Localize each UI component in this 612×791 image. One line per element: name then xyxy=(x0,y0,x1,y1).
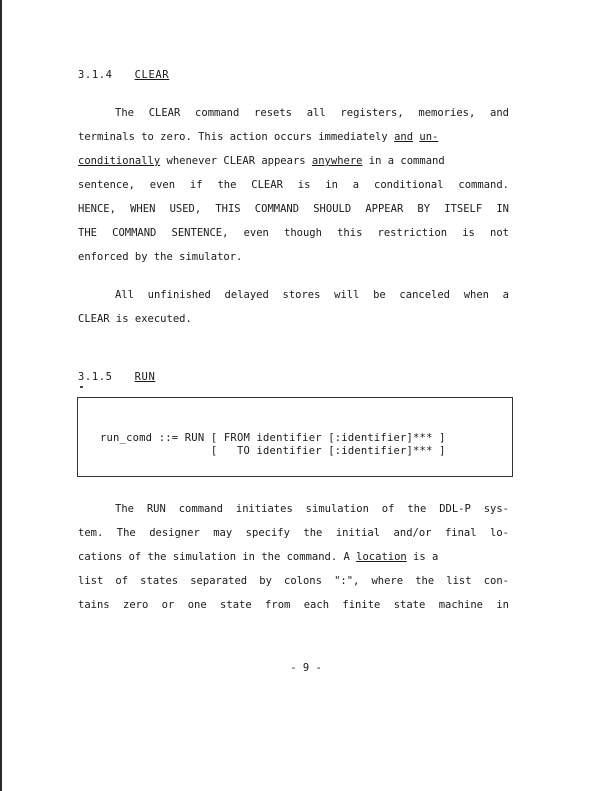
paragraph-line: conditionally whenever CLEAR appears anywhere in a command xyxy=(78,155,445,167)
paragraph-line: The CLEAR command resets all registers, memories, and xyxy=(115,107,509,119)
paragraph-line: tem. The designer may specify the initial and/or final lo- xyxy=(78,527,509,539)
section-title: CLEAR xyxy=(134,69,170,81)
paragraph-line: cations of the simulation in the command. A location is a xyxy=(78,551,439,563)
syntax-line: [ TO identifier [:identifier]*** ] xyxy=(100,445,446,457)
underlined-term: location xyxy=(356,551,407,563)
paragraph-line: CLEAR is executed. xyxy=(78,313,192,325)
paragraph-line: tains zero or one state from each finite state machine in xyxy=(78,599,509,611)
underlined-term: anywhere xyxy=(311,155,363,167)
syntax-line: run_comd ::= RUN [ FROM identifier [:identifier]*** ] xyxy=(100,432,446,444)
section-number: 3.1.5 xyxy=(78,371,113,383)
underlined-term: un- xyxy=(419,131,439,143)
paragraph-line: THE COMMAND SENTENCE, even though this restriction is not xyxy=(78,227,509,239)
paragraph-line: terminals to zero. This action occurs immediately and un- xyxy=(78,131,439,143)
page-number: - 9 - xyxy=(290,662,322,674)
stray-mark xyxy=(80,386,83,388)
paragraph-line: HENCE, WHEN USED, THIS COMMAND SHOULD APPEAR BY ITSELF IN xyxy=(78,203,509,215)
section-number: 3.1.4 xyxy=(78,69,113,81)
underlined-term: conditionally xyxy=(78,155,161,167)
section-heading-3-1-4 xyxy=(78,69,169,81)
paragraph-line: The RUN command initiates simulation of the DDL-P sys- xyxy=(115,503,509,515)
paragraph-line: list of states separated by colons ":", where the list con- xyxy=(78,575,509,587)
section-title: RUN xyxy=(134,371,156,383)
paragraph-line: enforced by the simulator. xyxy=(78,251,243,263)
paragraph-line: sentence, even if the CLEAR is in a conditional command. xyxy=(78,179,509,191)
underlined-term: and xyxy=(394,131,414,143)
paragraph-line: All unfinished delayed stores will be canceled when a xyxy=(115,289,509,301)
section-heading-3-1-5 xyxy=(78,371,155,383)
